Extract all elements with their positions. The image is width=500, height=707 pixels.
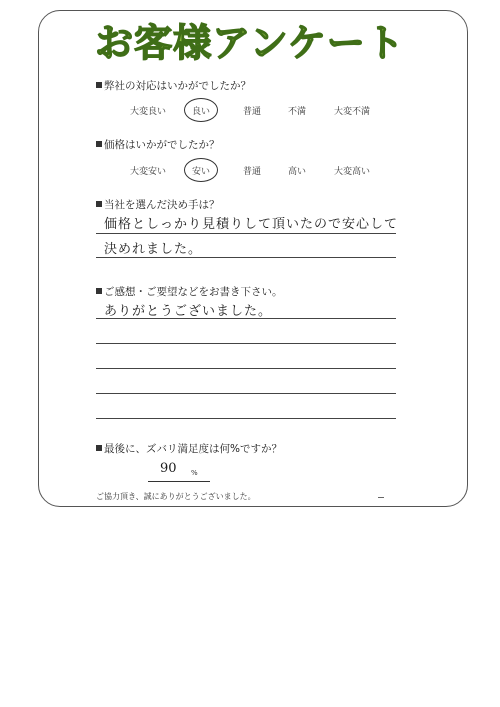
option-service-very-dissatisfied[interactable]: 大変不満 bbox=[333, 107, 371, 117]
option-price-very-expensive[interactable]: 大変高い bbox=[333, 167, 371, 177]
option-price-normal[interactable]: 普通 bbox=[242, 167, 262, 177]
question-deciding-factor bbox=[96, 197, 220, 212]
satisfaction-answer-line bbox=[148, 481, 210, 482]
bullet-square-icon bbox=[96, 445, 102, 451]
answer-line bbox=[96, 368, 396, 369]
bullet-square-icon bbox=[96, 201, 102, 207]
question-satisfaction-label: 最後に、ズバリ満足度は何%ですか？ bbox=[104, 443, 282, 455]
question-price-label: 価格はいかがでしたか？ bbox=[104, 139, 220, 151]
question-deciding-factor-label: 当社を選んだ決め手は？ bbox=[104, 199, 220, 211]
answer-deciding-factor-line2: 決めれました。 bbox=[104, 242, 203, 257]
survey-title: お客様アンケート bbox=[95, 21, 405, 65]
answer-comments-line1: ありがとうございました。 bbox=[104, 304, 273, 319]
option-service-very-good[interactable]: 大変良い bbox=[129, 107, 167, 117]
question-comments-label: ご感想・ご要望などをお書き下さい。 bbox=[104, 286, 283, 298]
option-service-normal[interactable]: 普通 bbox=[242, 107, 262, 117]
option-price-expensive[interactable]: 高い bbox=[287, 167, 307, 177]
option-service-dissatisfied[interactable]: 不満 bbox=[287, 107, 307, 117]
question-satisfaction bbox=[96, 441, 282, 456]
question-comments bbox=[96, 284, 283, 299]
answer-line bbox=[96, 343, 396, 344]
bullet-square-icon bbox=[96, 141, 102, 147]
question-price bbox=[96, 137, 220, 152]
answer-deciding-factor-line1: 価格としっかり見積りして頂いたので安心して bbox=[104, 217, 399, 232]
bullet-square-icon bbox=[96, 288, 102, 294]
answer-line bbox=[96, 393, 396, 394]
satisfaction-unit: % bbox=[191, 469, 198, 477]
option-price-very-cheap[interactable]: 大変安い bbox=[129, 167, 167, 177]
answer-line bbox=[96, 233, 396, 234]
bullet-square-icon bbox=[96, 82, 102, 88]
option-price-cheap[interactable]: 安い bbox=[191, 167, 211, 177]
corner-mark bbox=[378, 497, 384, 498]
question-service-label: 弊社の対応はいかがでしたか？ bbox=[104, 80, 251, 92]
answer-line bbox=[96, 418, 396, 419]
satisfaction-value: 90 bbox=[160, 461, 177, 476]
thanks-message: ご協力頂き、誠にありがとうございました。 bbox=[96, 492, 256, 501]
answer-line bbox=[96, 257, 396, 258]
question-service bbox=[96, 78, 251, 93]
option-service-good[interactable]: 良い bbox=[191, 107, 211, 117]
answer-line bbox=[96, 318, 396, 319]
